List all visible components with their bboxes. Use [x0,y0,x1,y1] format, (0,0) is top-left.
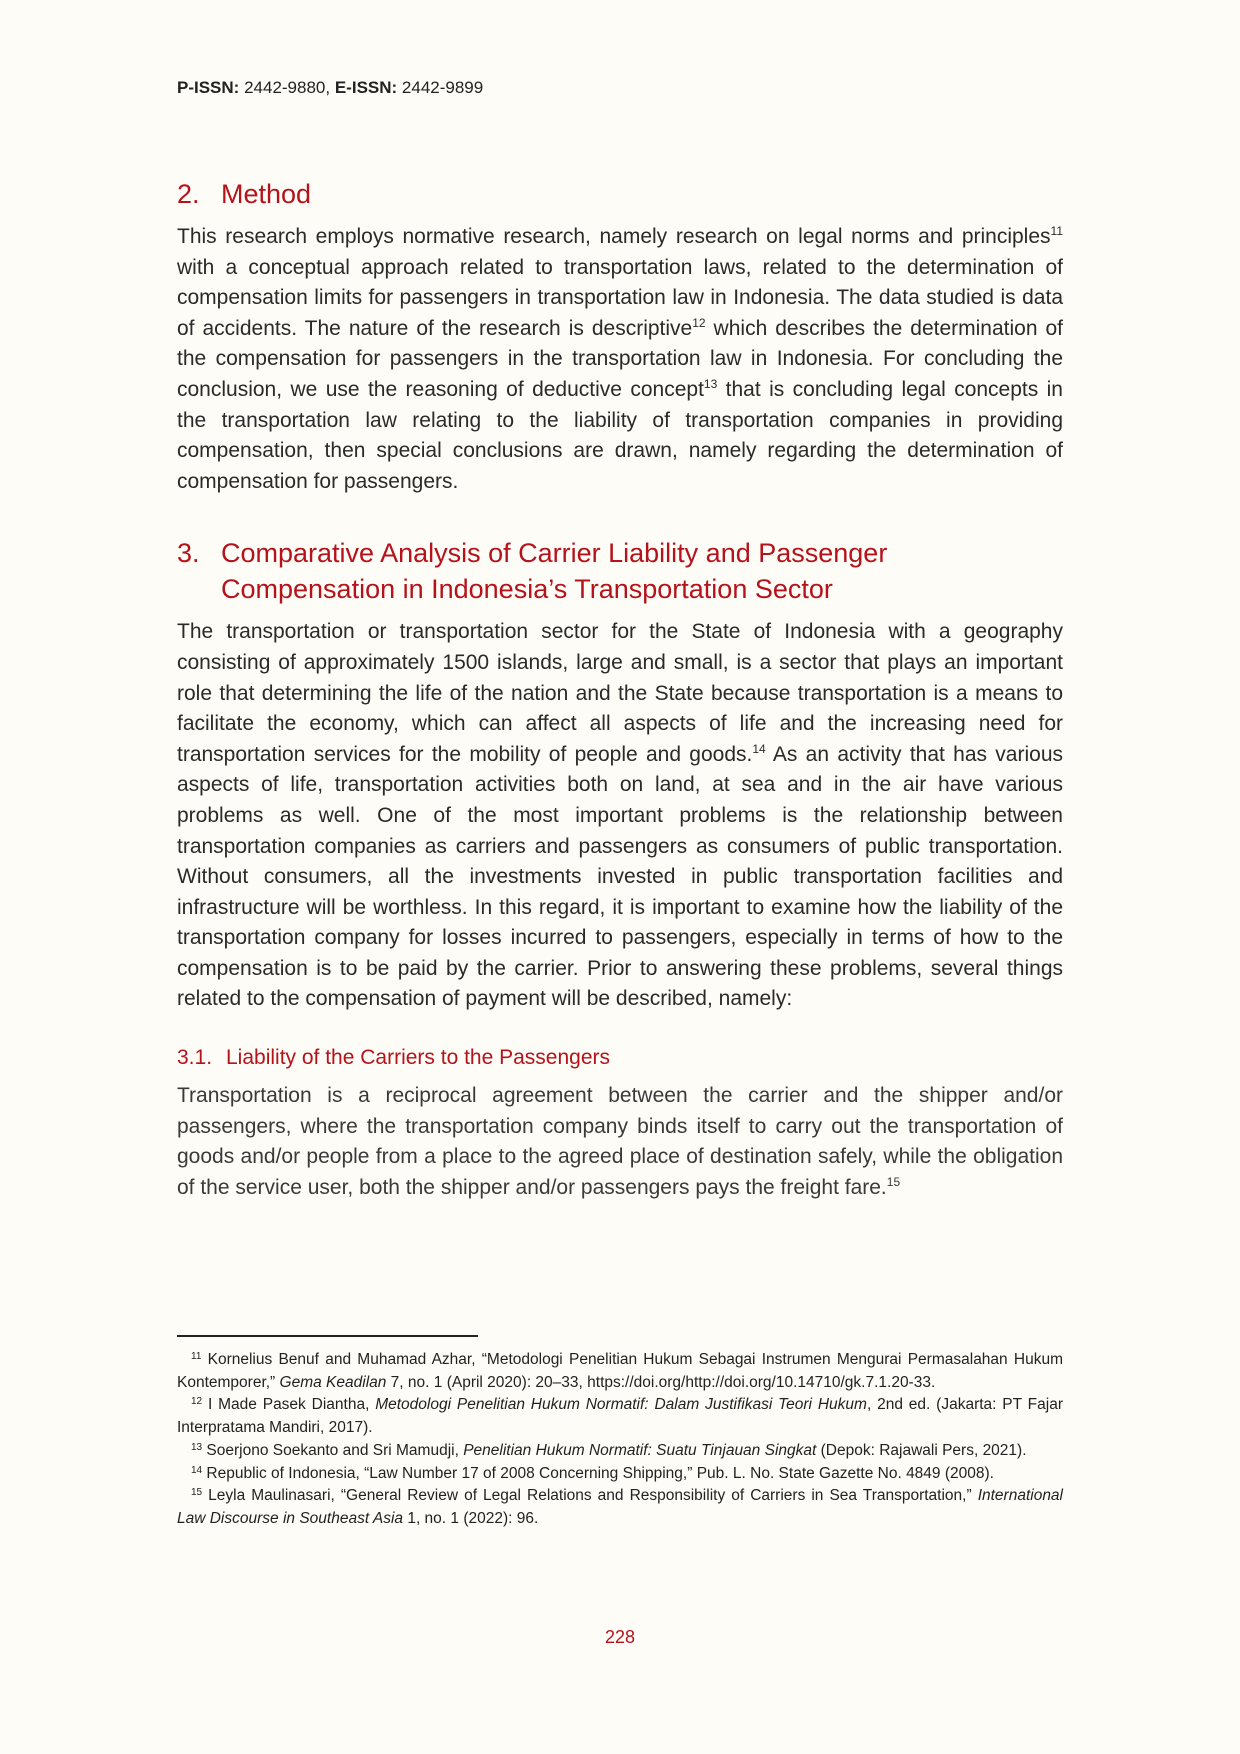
footnote-italic: Gema Keadilan [279,1373,387,1391]
footnote-separator [177,1335,478,1337]
footnote-italic: Metodologi Penelitian Hukum Normatif: Dalam Justifikasi Teori Hukum [375,1396,867,1414]
footnote-item [177,1463,1063,1486]
section-number: 2. [177,179,200,209]
section-3-heading [177,535,1063,607]
footnote-number: 14 [191,1464,203,1476]
footnote-ref[interactable]: 14 [752,741,766,756]
footnote-number: 12 [191,1396,203,1408]
footnote-text: 7, no. 1 (April 2020): 20–33, https://doi.org/http://doi.org/10.14710/gk.7.1.20-33. [386,1373,936,1391]
eissn-label: E-ISSN: [334,78,398,97]
pissn-value: 2442-9880, [244,78,331,97]
section-title: Comparative Analysis of Carrier Liability and Passenger Compensation in Indonesia’s Transportation Sector [221,538,888,605]
section-number: 3. [177,538,200,569]
paragraph-text: As an activity that has various aspects of life, transportation activities both on land, at sea and in the air have various problems as well. One of the most important problems is the relationship between transportation companies as carriers and passengers as consumers of public transportation. Without consumers, all the investments invested in public transportation facilities and infrastructure will be worthless. In this regard, it is important to examine how the liability of the transportation company for losses incurred to passengers, especially in terms of how to the compensation is to be paid by the carrier. Prior to answering these problems, several things related to the compensation of payment will be described, namely: [177,742,1063,1011]
page-number: 228 [604,1627,636,1647]
footnote-ref[interactable]: 15 [886,1174,901,1189]
subsection-3-1-heading [177,1043,1063,1073]
paragraph-text: that is concluding legal concepts in the transportation law relating to the liability of transportation companies in providing compensation, then special conclusions are drawn, namely regarding the determination of compensation for passengers. [177,377,1063,493]
paragraph-text: This research employs normative research, namely research on legal norms and principles [177,225,1051,248]
footnote-item [177,1440,1063,1463]
footnotes [177,1349,1063,1531]
footnote-italic: International Law Discourse in Southeast Asia [177,1487,1063,1527]
subsection-title: Liability of the Carriers to the Passengers [226,1046,611,1070]
footnote-text: Kornelius Benuf and Muhamad Azhar, “Metodologi Penelitian Hukum Sebagai Instrumen Mengurai Permasalahan Hukum Kontemporer,” [177,1351,1063,1391]
footnote-text: Leyla Maulinasari, “General Review of Legal Relations and Responsibility of Carriers in Sea Transportation,” [202,1487,978,1505]
footnote-italic: Penelitian Hukum Normatif: Suatu Tinjauan Singkat [463,1441,817,1459]
paragraph-text: with a conceptual approach related to transportation laws, related to the determination of compensation limits for passengers in transportation law in Indonesia. The data studied is data of accidents. The nature of the research is descriptive [177,255,1063,340]
footnote-item [177,1349,1063,1394]
method-paragraph [177,222,1063,497]
footnote-text: , 2nd ed. (Jakarta: PT Fajar Interpratama Mandiri, 2017). [177,1396,1063,1437]
liability-paragraph [177,1081,1063,1203]
subsection-number: 3.1. [177,1046,213,1070]
footnote-item [177,1394,1063,1439]
paragraph-text: which describes the determination of the compensation for passengers in the transportation law in Indonesia. For concluding the conclusion, we use the reasoning of deductive concept [177,316,1063,401]
footnote-number: 15 [191,1487,203,1499]
footnote-number: 13 [191,1441,203,1453]
footnote-text: (Depok: Rajawali Pers, 2021). [816,1441,1027,1459]
main-content [177,176,1063,1203]
section-title: Method [221,179,312,209]
running-header [177,78,483,98]
section-2-heading [177,176,1063,212]
pissn-label: P-ISSN: [177,78,240,97]
footnote-ref[interactable]: 11 [1050,224,1063,238]
footnote-text: Soerjono Soekanto and Sri Mamudji, [202,1441,464,1459]
footnote-number: 11 [191,1351,202,1362]
paragraph-text: The transportation or transportation sector for the State of Indonesia with a geography consisting of approximately 1500 islands, large and small, is a sector that plays an important role that determining the life of the nation and the State because transportation is a means to facilitate the economy, which can affect all aspects of life and the increasing need for transportation services for the mobility of people and goods. [177,620,1063,766]
footnote-item [177,1485,1063,1530]
footnote-ref[interactable]: 13 [703,376,718,391]
eissn-value: 2442-9899 [401,78,484,97]
paragraph-text: Transportation is a reciprocal agreement between the carrier and the shipper and/or passengers, where the transportation company binds itself to carry out the transportation of goods and/or people from a place to the agreed place of destination safely, while the obligation of the service user, both the shipper and/or passengers pays the freight fare. [177,1084,1063,1199]
footnote-text: I Made Pasek Diantha, [202,1396,376,1414]
footnote-ref[interactable]: 12 [692,315,706,330]
analysis-paragraph [177,617,1063,1015]
footnote-text: 1, no. 1 (2022): 96. [403,1509,539,1527]
footnote-text: Republic of Indonesia, “Law Number 17 of 2008 Concerning Shipping,” Pub. L. No. State Gazette No. 4849 (2008). [202,1464,994,1482]
